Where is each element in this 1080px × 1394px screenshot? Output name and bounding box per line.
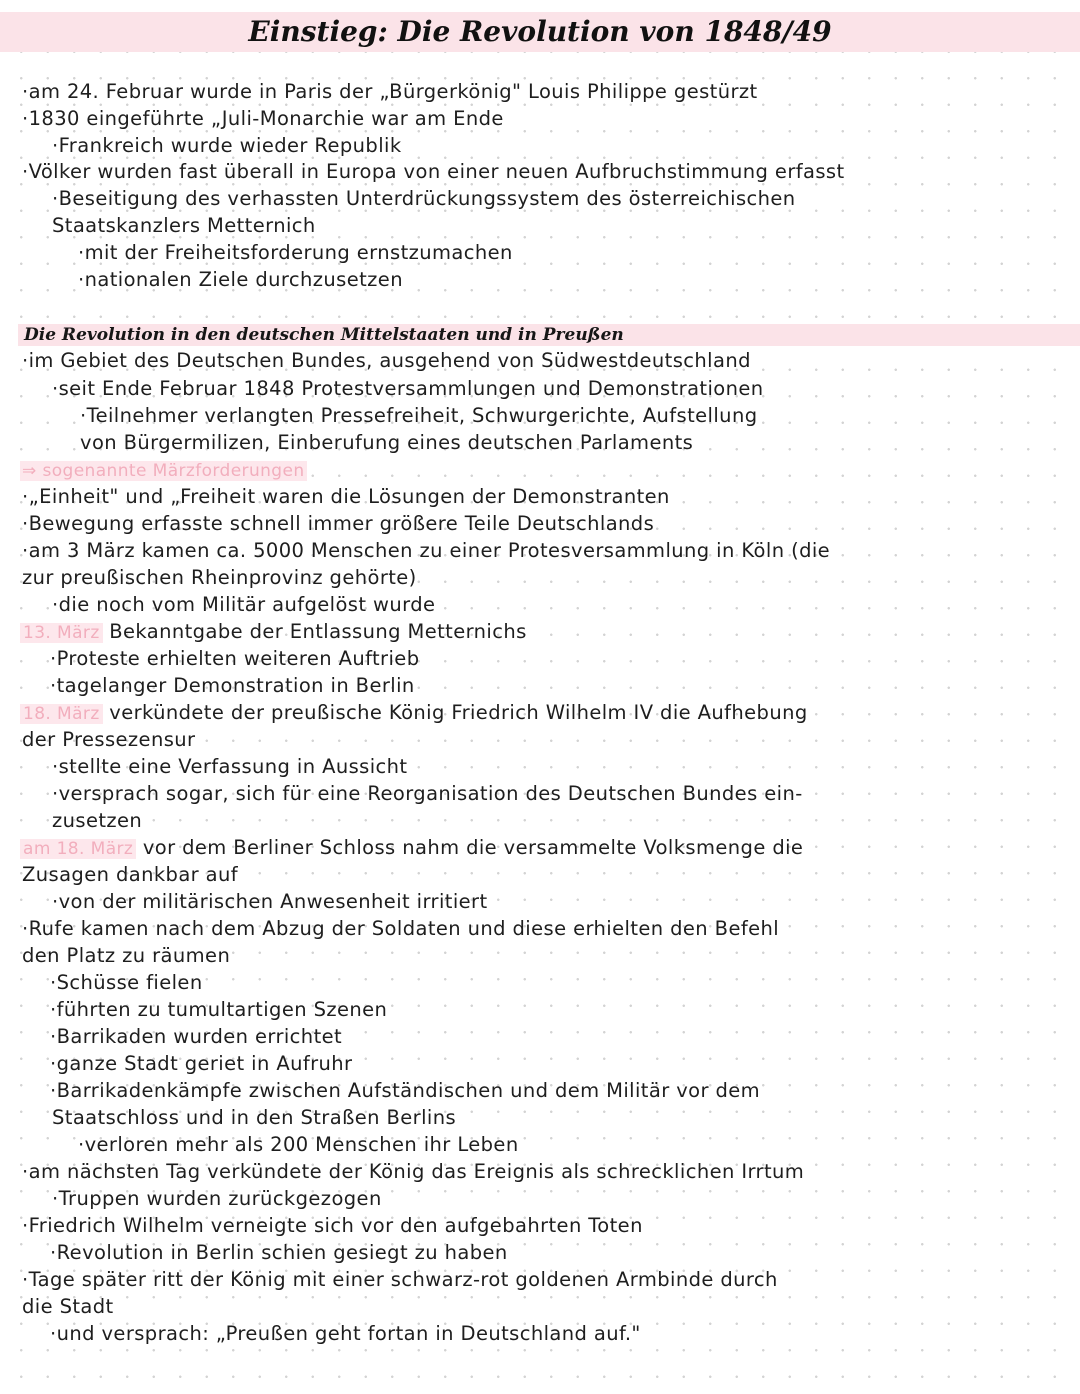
note-line: Zusagen dankbar auf (22, 863, 239, 886)
dated-line (20, 619, 527, 645)
note-line: ·von der militärischen Anwesenheit irritiert (52, 890, 488, 913)
section-title: Die Revolution in den deutschen Mittelstaaten und in Preußen (24, 325, 624, 345)
note-line: ·mit der Freiheitsforderung ernstzumachen (78, 241, 513, 264)
note-line: ·führten zu tumultartigen Szenen (50, 998, 388, 1021)
note-line: ·ganze Stadt geriet in Aufruhr (50, 1052, 353, 1075)
note-line: ·nationalen Ziele durchzusetzen (78, 268, 403, 291)
note-line: die Stadt (22, 1295, 114, 1318)
note-line: ·Bewegung erfasste schnell immer größere Teile Deutschlands (22, 512, 655, 535)
note-line: zusetzen (52, 809, 143, 832)
note-line: ·1830 eingeführte „Juli-Monarchie war am Ende (22, 107, 504, 130)
dated-line-text: Bekanntgabe der Entlassung Metternichs (109, 620, 527, 643)
note-line: ·Völker wurden fast überall in Europa von einer neuen Aufbruchstimmung erfasst (22, 160, 845, 183)
note-line: ·„Einheit" und „Freiheit waren die Lösungen der Demonstranten (22, 485, 670, 508)
note-line: ·am 3 März kamen ca. 5000 Menschen zu einer Protesversammlung in Köln (die (22, 539, 831, 562)
note-line: ·die noch vom Militär aufgelöst wurde (52, 593, 436, 616)
note-line: ·Friedrich Wilhelm verneigte sich vor den aufgebahrten Toten (22, 1214, 643, 1237)
note-line: ·im Gebiet des Deutschen Bundes, ausgehend von Südwestdeutschland (22, 349, 751, 372)
note-line: ·am 24. Februar wurde in Paris der „Bürgerkönig" Louis Philippe gestürzt (22, 80, 758, 103)
page-title: Einstieg: Die Revolution von 1848/49 (248, 15, 832, 48)
note-line: ·tagelanger Demonstration in Berlin (50, 674, 415, 697)
note-line: der Pressezensur (22, 728, 196, 751)
dated-line (20, 700, 808, 726)
dated-line-text: vor dem Berliner Schloss nahm die versammelte Volksmenge die (142, 836, 804, 859)
note-line: zur preußischen Rheinprovinz gehörte) (22, 566, 417, 589)
note-line: ·Tage später ritt der König mit einer schwarz-rot goldenen Armbinde durch (22, 1268, 778, 1291)
note-line: ·Barrikadenkämpfe zwischen Aufständischen und dem Militär vor dem (50, 1079, 761, 1102)
note-line: Staatskanzlers Metternich (52, 214, 316, 237)
note-line: von Bürgermilizen, Einberufung eines deutschen Parlaments (80, 431, 694, 454)
date-highlight: 13. März (20, 623, 103, 643)
note-line: ·am nächsten Tag verkündete der König das Ereignis als schrecklichen Irrtum (22, 1160, 805, 1183)
note-line: ·Barrikaden wurden errichtet (50, 1025, 343, 1048)
note-line: ·Schüsse fielen (50, 971, 203, 994)
note-line: ·seit Ende Februar 1848 Protestversammlungen und Demonstrationen (52, 377, 764, 400)
note-line: ·Rufe kamen nach dem Abzug der Soldaten und diese erhielten den Befehl (22, 917, 780, 940)
note-line: ·Truppen wurden zurückgezogen (52, 1187, 382, 1210)
note-line: ·Beseitigung des verhassten Unterdrückungssystem des österreichischen (52, 187, 796, 210)
date-highlight: 18. März (20, 704, 103, 724)
note-line: ·stellte eine Verfassung in Aussicht (52, 755, 408, 778)
march-demands-text: ⇒ sogenannte Märzforderungen (22, 461, 305, 481)
note-line: ·Frankreich wurde wieder Republik (52, 134, 402, 157)
date-highlight: am 18. März (20, 839, 136, 859)
note-line: ·Revolution in Berlin schien gesiegt zu haben (50, 1241, 508, 1264)
note-line: ·und versprach: „Preußen geht fortan in Deutschland auf." (50, 1322, 641, 1345)
dated-line (20, 835, 803, 861)
note-line: ·verloren mehr als 200 Menschen ihr Leben (78, 1133, 519, 1156)
dated-line-text: verkündete der preußische König Friedrich Wilhelm IV die Aufhebung (109, 701, 808, 724)
note-line: ·versprach sogar, sich für eine Reorganisation des Deutschen Bundes ein- (52, 782, 803, 805)
note-line: ·Proteste erhielten weiteren Auftrieb (50, 647, 420, 670)
note-line: ·Teilnehmer verlangten Pressefreiheit, Schwurgerichte, Aufstellung (80, 404, 758, 427)
note-line: den Platz zu räumen (22, 944, 231, 967)
march-demands-label (20, 457, 307, 483)
note-line: Staatschloss und in den Straßen Berlins (52, 1106, 457, 1129)
